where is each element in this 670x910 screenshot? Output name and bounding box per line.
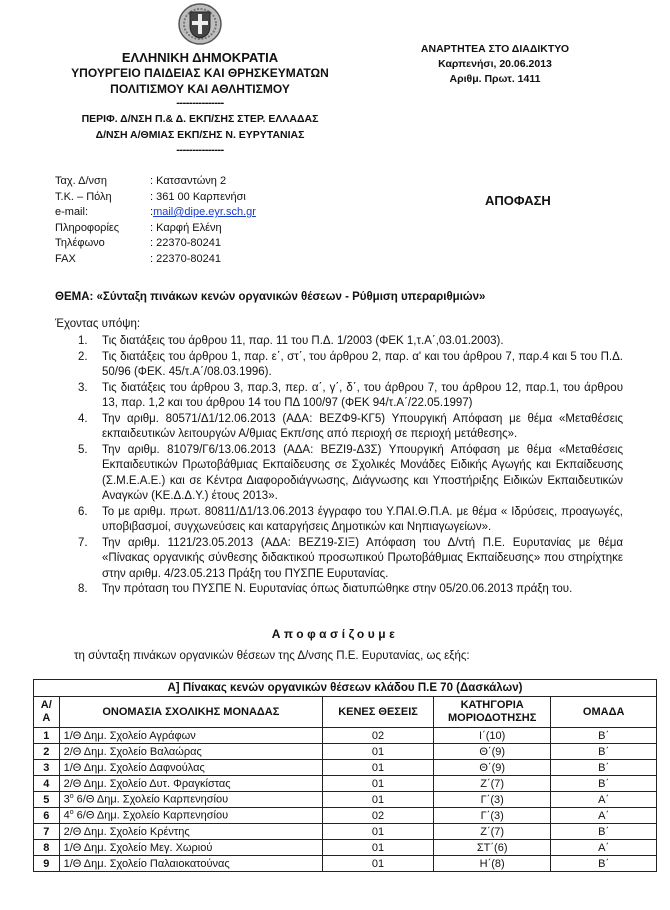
cell-school-name (59, 776, 322, 792)
contact-value: : 22370-80241 (150, 252, 221, 265)
header-divider: --------------- (176, 144, 224, 156)
table-header-row (34, 697, 657, 728)
school-name: 1/Θ Δημ. Σχολείο Αγράφων (63, 729, 196, 742)
list-item (78, 582, 623, 598)
cell-group: Β΄ (551, 744, 657, 760)
list-number: 2. (78, 350, 88, 363)
table-row (34, 840, 657, 856)
header-country: ΕΛΛΗΝΙΚΗ ΔΗΜΟΚΡΑΤΙΑ (121, 50, 279, 65)
list-text: Τις διατάξεις του άρθρου 1, παρ. ε΄, στ΄, του άρθρου 2, παρ. α' και του άρθρου 7, παρ.4 και 5 του Π.Δ. 50/96 (ΦΕΚ. 45/τ.Α΄/08.03.1996). (102, 350, 623, 378)
list-text: Την αριθμ. 1121/23.05.2013 (ΑΔΑ: ΒΕΖ19-ΣΙΞ) Απόφαση του Δ/ντή Π.Ε. Ευρυτανίας με θέμα «Πίνακας οργανικής σύνθεσης διδακτικού προσωπικού Πρωτοβάθμιας Εκπαίδευσης» που στηρίχτηκε στην αριθμ. 4/23.05.213 Πράξη του ΠΥΣΠΕ Ευρυτανίας. (102, 536, 623, 580)
cell-school-name (59, 744, 322, 760)
cell-aa: 9 (34, 856, 60, 872)
school-ordinal-suffix: ο (69, 793, 74, 801)
list-number: 6. (78, 505, 88, 518)
cell-group: Β΄ (551, 856, 657, 872)
header-school-name: ΟΝΟΜΑΣΙΑ ΣΧΟΛΙΚΗΣ ΜΟΝΑΔΑΣ (59, 697, 322, 728)
header-vacancies: ΚΕΝΕΣ ΘΕΣΕΙΣ (323, 697, 434, 728)
cell-group: Β΄ (551, 728, 657, 744)
email-link[interactable]: mail@dipe.eyr.sch.gr (153, 206, 256, 218)
cell-school-name (59, 808, 322, 824)
vacancies-table (33, 679, 657, 872)
school-name: 2/Θ Δημ. Σχολείο Δυτ. Φραγκίστας (63, 777, 231, 790)
school-name: 1/Θ Δημ. Σχολείο Μεγ. Χωριού (63, 841, 213, 854)
cell-vacancies: 01 (323, 776, 434, 792)
list-text: Το με αριθμ. πρωτ. 80811/Δ1/13.06.2013 έγγραφο του Υ.ΠΑΙ.Θ.Π.Α. με θέμα « Ιδρύσεις, προαγωγές, υποβιβασμοί, συγχωνεύσεις και καταργήσεις Δημοτικών και Νηπιαγωγείων». (102, 505, 623, 533)
table-row (34, 760, 657, 776)
cell-category: Θ΄(9) (434, 744, 551, 760)
contact-label: Τ.Κ. – Πόλη (55, 190, 112, 203)
cell-category: Ζ΄(7) (434, 776, 551, 792)
subject-line: ΘΕΜΑ: «Σύνταξη πινάκων κενών οργανικών θέσεων - Ρύθμιση υπεραριθμιών» (55, 291, 486, 303)
right-header (420, 42, 570, 87)
cell-category: Η΄(8) (434, 856, 551, 872)
table-title-row (34, 680, 657, 697)
cell-aa: 3 (34, 760, 60, 776)
contact-row-phone (55, 236, 256, 252)
document-type: ΑΠΟΦΑΣΗ (485, 193, 551, 208)
cell-vacancies: 01 (323, 840, 434, 856)
contact-row-address (55, 174, 256, 190)
list-item (78, 350, 623, 381)
header-category: ΚΑΤΗΓΟΡΙΑ ΜΟΡΙΟΔΟΤΗΣΗΣ (434, 697, 551, 728)
contact-row-postal (55, 190, 256, 206)
cell-category: ΣΤ΄(6) (434, 840, 551, 856)
cell-vacancies: 02 (323, 728, 434, 744)
table-title: Α] Πίνακας κενών οργανικών θέσεων κλάδου Π.Ε 70 (Δασκάλων) (34, 680, 657, 697)
school-name: 1/Θ Δημ. Σχολείο Παλαιοκατούνας (63, 857, 230, 870)
considering-label: Έχοντας υπόψη: (55, 318, 141, 330)
cell-group: Β΄ (551, 776, 657, 792)
table-row (34, 824, 657, 840)
table-row (34, 792, 657, 808)
list-item (78, 412, 623, 443)
header-directorate: Δ/ΝΣΗ Α/ΘΜΙΑΣ ΕΚΠ/ΣΗΣ Ν. ΕΥΡΥΤΑΝΙΑΣ (95, 129, 305, 141)
cell-vacancies: 01 (323, 856, 434, 872)
cell-aa: 5 (34, 792, 60, 808)
cell-group: Α΄ (551, 840, 657, 856)
cell-school-name (59, 856, 322, 872)
cell-vacancies: 01 (323, 744, 434, 760)
cell-school-name (59, 824, 322, 840)
list-number: 1. (78, 335, 88, 347)
school-ordinal-suffix: ο (69, 809, 74, 817)
cell-aa: 1 (34, 728, 60, 744)
cell-vacancies: 01 (323, 760, 434, 776)
contact-block (55, 174, 256, 267)
cell-aa: 4 (34, 776, 60, 792)
cell-vacancies: 01 (323, 792, 434, 808)
cell-group: Α΄ (551, 808, 657, 824)
header-aa: Α/Α (34, 697, 60, 728)
cell-aa: 8 (34, 840, 60, 856)
table-row (34, 776, 657, 792)
list-number: 7. (78, 536, 88, 549)
decision-heading: Αποφασίζουμε (271, 627, 399, 641)
school-name: 6/Θ Δημ. Σχολείο Καρπενησίου (73, 809, 229, 822)
header-ministry: ΥΠΟΥΡΓΕΙΟ ΠΑΙΔΕΙΑΣ ΚΑΙ ΘΡΗΣΚΕΥΜΑΤΩΝ (71, 66, 329, 80)
cell-group: Α΄ (551, 792, 657, 808)
cell-school-name (59, 792, 322, 808)
contact-label: FAX (55, 252, 76, 265)
list-item (78, 536, 623, 583)
list-text: Τις διατάξεις του άρθρου 11, παρ. 11 του Π.Δ. 1/2003 (ΦΕΚ 1,τ.Α΄,03.01.2003). (102, 335, 504, 347)
cell-group: Β΄ (551, 824, 657, 840)
contact-value: : 361 00 Καρπενήσι (150, 190, 246, 203)
cell-category: Ι΄(10) (434, 728, 551, 744)
cell-vacancies: 01 (323, 824, 434, 840)
list-number: 3. (78, 381, 88, 394)
contact-row-info (55, 221, 256, 237)
cell-school-name (59, 760, 322, 776)
header-ministry-cont: ΠΟΛΙΤΙΣΜΟΥ ΚΑΙ ΑΘΛΗΤΙΣΜΟΥ (110, 82, 290, 96)
list-text: Την πρόταση του ΠΥΣΠΕ Ν. Ευρυτανίας όπως διατυπώθηκε στην 05/20.06.2013 πράξη του. (102, 583, 573, 595)
school-ordinal: 4 (63, 809, 70, 822)
cell-category: Γ΄(3) (434, 792, 551, 808)
header-regional-directorate: ΠΕΡΙΦ. Δ/ΝΣΗ Π.& Δ. ΕΚΠ/ΣΗΣ ΣΤΕΡ. ΕΛΛΑΔΑΣ (81, 113, 319, 125)
protocol-number: Αριθμ. Πρωτ. 1411 (449, 73, 541, 85)
table-row (34, 728, 657, 744)
cell-category: Γ΄(3) (434, 808, 551, 824)
table-row (34, 744, 657, 760)
cell-category: Θ΄(9) (434, 760, 551, 776)
list-item (78, 505, 623, 536)
table-row (34, 856, 657, 872)
list-number: 4. (78, 412, 88, 425)
cell-category: Ζ΄(7) (434, 824, 551, 840)
list-item (78, 443, 623, 505)
contact-row-email (55, 205, 256, 221)
place-date: Καρπενήσι, 20.06.2013 (438, 58, 552, 70)
contact-label: Τηλέφωνο (55, 237, 105, 249)
list-text: Την αριθμ. 81079/Γ6/13.06.2013 (ΑΔΑ: ΒΕΖΙ9-Δ3Σ) Υπουργική Απόφαση με θέμα «Μεταθέσεις Εκπαιδευτικών Πρωτοβάθμιας Εκπαίδευσης σε Σχολικές Μονάδες Ειδικής Αγωγής και Εκπαίδευσης (Σ.Μ.Ε.Α.Ε.) και σε Κέντρα Διαφοροδιάγνωσης, Διάγνωσης και Υποστήριξης Ειδικών Εκπαιδευτικών Αναγκών (ΚΕ.Δ.Δ.Υ.) έτους 2013». (102, 443, 623, 502)
list-text: Την αριθμ. 80571/Δ1/12.06.2013 (ΑΔΑ: ΒΕΖΦ9-ΚΓ5) Υπουργική Απόφαση με θέμα «Μεταθέσεις εκπαιδευτικών λειτουργών Α/θμιας Εκπ/σης από περιοχή σε περιοχή μετάθεσης». (102, 412, 623, 440)
considerations-list (78, 334, 623, 598)
school-name: 2/Θ Δημ. Σχολείο Κρέντης (63, 825, 190, 838)
contact-value-prefix: : (150, 206, 154, 218)
list-text: Τις διατάξεις του άρθρου 3, παρ.3, περ. α΄, γ΄, δ΄, του άρθρου 7, του άρθρου 12, παρ.1, του άρθρου 13, παρ. 1,2 και του άρθρου 14 του ΠΔ 100/97 (ΦΕΚ 94/τ.Α΄/22.05.1997) (102, 381, 623, 409)
header-group: ΟΜΑΔΑ (551, 697, 657, 728)
contact-label: e-mail: (55, 206, 89, 218)
list-item (78, 334, 623, 350)
school-ordinal: 3 (63, 793, 70, 806)
school-name: 1/Θ Δημ. Σχολείο Δαφνούλας (63, 761, 205, 774)
cell-school-name (59, 728, 322, 744)
header-divider: --------------- (176, 97, 224, 109)
posting-notice: ΑΝΑΡΤΗΤΕΑ ΣΤΟ ΔΙΑΔΙΚΤΥΟ (420, 43, 570, 55)
list-number: 5. (78, 443, 88, 456)
contact-value: : Καρφή Ελένη (150, 221, 222, 234)
greek-coat-of-arms-icon (172, 2, 228, 46)
list-item (78, 381, 623, 412)
contact-row-fax (55, 252, 256, 268)
cell-aa: 7 (34, 824, 60, 840)
contact-value: : Κατσαντώνη 2 (150, 175, 227, 187)
school-name: 6/Θ Δημ. Σχολείο Καρπενησίου (73, 793, 229, 806)
cell-vacancies: 02 (323, 808, 434, 824)
table-row (34, 808, 657, 824)
cell-aa: 6 (34, 808, 60, 824)
list-number: 8. (78, 583, 88, 595)
contact-value: : 22370-80241 (150, 237, 221, 249)
cell-group: Β΄ (551, 760, 657, 776)
cell-school-name (59, 840, 322, 856)
school-name: 2/Θ Δημ. Σχολείο Βαλαώρας (63, 745, 202, 758)
contact-label: Ταχ. Δ/νση (55, 175, 107, 187)
contact-label: Πληροφορίες (55, 221, 120, 234)
cell-aa: 2 (34, 744, 60, 760)
decision-text: τη σύνταξη πινάκων οργανικών θέσεων της Δ/νσης Π.Ε. Ευρυτανίας, ως εξής: (74, 650, 470, 662)
